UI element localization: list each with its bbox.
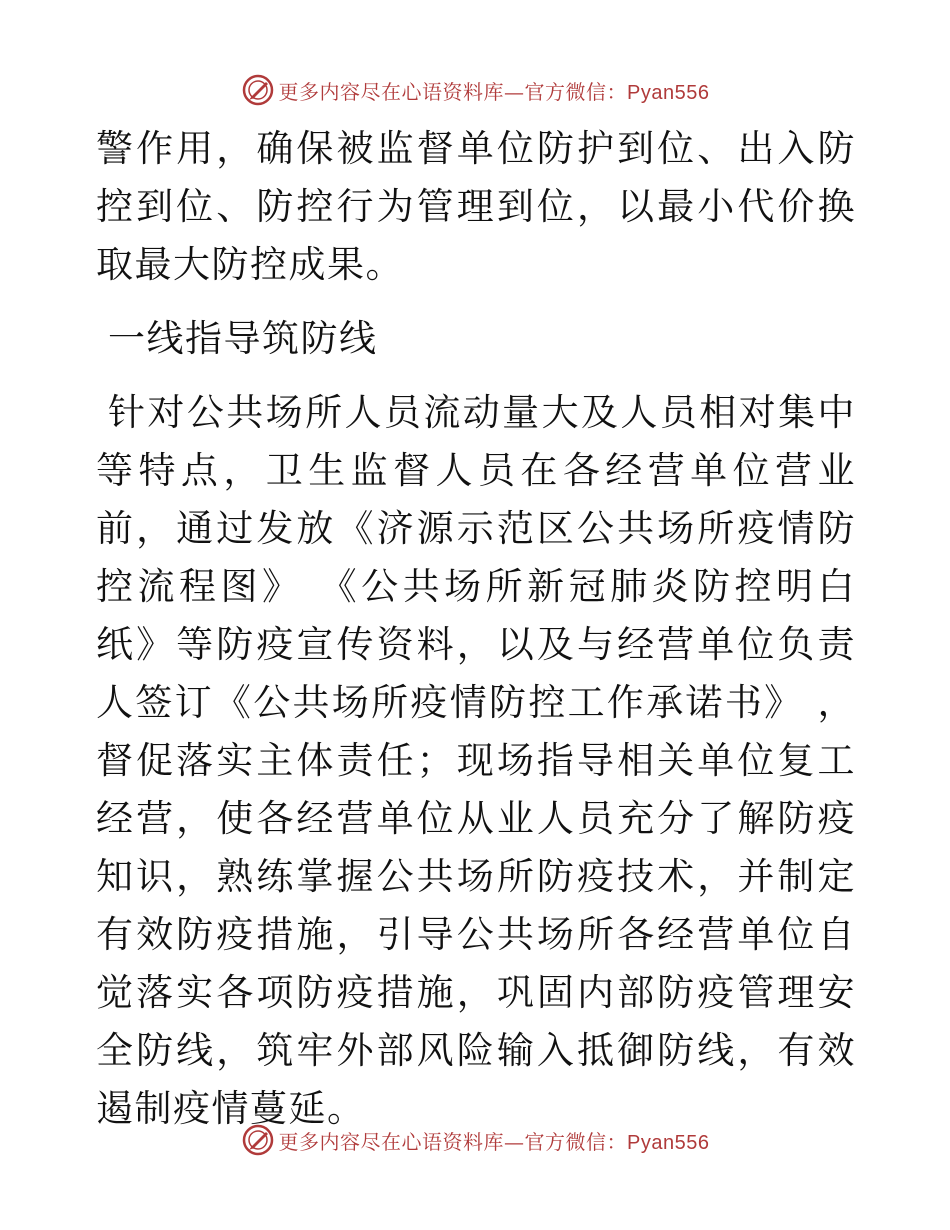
header-banner [0,70,950,110]
library-logo-icon [241,73,275,107]
header-wechat-id: Pyan556 [627,81,710,104]
paragraph-2: 针对公共场所人员流动量大及人员相对集中等特点，卫生监督人员在各经营单位营业前，通过发放《济源示范区公共场所疫情防控流程图》 《公共场所新冠肺炎防控明白纸》等防疫宣传资料，以及与经营单位负责人签订《公共场所疫情防控工作承诺书》 ，督促落实主体责任；现场指导相关单位复工经营，使各经营单位从业人员充分了解防疫知识，熟练掌握公共场所防疫技术，并制定有效防疫措施，引导公共场所各经营单位自觉落实各项防疫措施，巩固内部防疫管理安全防线，筑牢外部风险输入抵御防线，有效遏制疫情蔓延。 [96,391,856,1130]
section-heading: 一线指导筑防线 [108,317,378,360]
footer-banner-text: 更多内容尽在心语资料库—官方微信：Pyan556 [278,1129,710,1154]
footer-wechat-id: Pyan556 [627,1131,710,1154]
library-logo-icon [241,1123,275,1157]
paragraph-1: 警作用，确保被监督单位防护到位、出入防控到位、防控行为管理到位，以最小代价换取最大防控成果。 [96,127,856,286]
document-body [96,120,856,1138]
header-banner-text: 更多内容尽在心语资料库—官方微信：Pyan556 [278,79,710,104]
footer-banner [0,1120,950,1160]
